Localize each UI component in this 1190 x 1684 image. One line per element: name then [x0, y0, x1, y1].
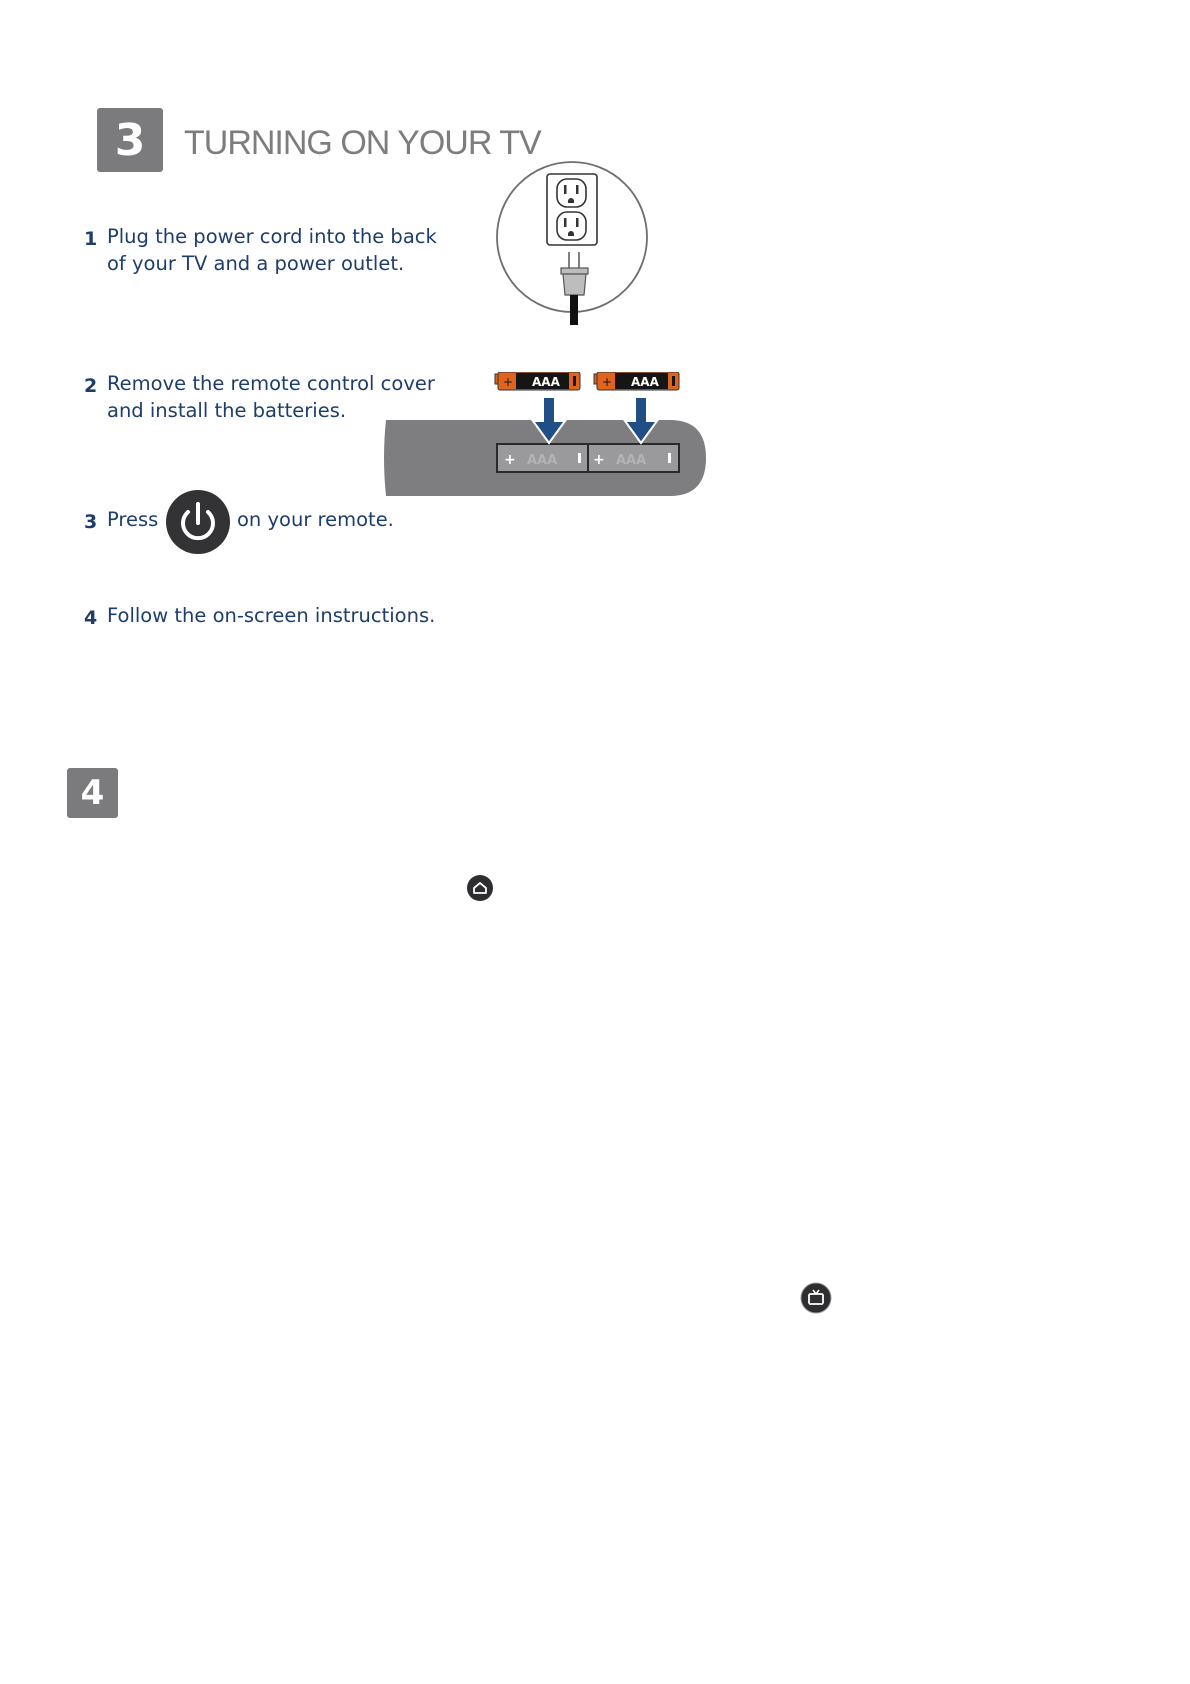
step-3-number: 3 — [84, 511, 98, 533]
home-icon — [466, 874, 494, 902]
battery-2-plus: + — [602, 375, 613, 389]
section-4-badge: 4 — [67, 768, 118, 818]
compartment-label-2: AAA — [616, 453, 647, 468]
tv-icon — [800, 1282, 832, 1314]
step-4-text: Follow the on-screen instructions. — [107, 604, 436, 627]
step-1-number: 1 — [84, 228, 98, 250]
battery-2-label: AAA — [631, 375, 659, 389]
power-icon — [166, 490, 230, 554]
battery-1-label: AAA — [532, 375, 560, 389]
step-4-number: 4 — [84, 607, 98, 629]
compartment-label-1: AAA — [527, 453, 558, 468]
compartment-plus-2: + — [593, 452, 605, 468]
power-outlet-illustration — [494, 160, 654, 334]
step-1-line-2: of your TV and a power outlet. — [107, 252, 405, 275]
step-2-text — [107, 370, 435, 424]
section-3-badge: 3 — [97, 108, 163, 172]
step-3-text-before: Press — [107, 508, 159, 531]
battery-1-plus: + — [503, 375, 514, 389]
step-3-text-after: on your remote. — [237, 508, 394, 531]
step-1-line-1: Plug the power cord into the back — [107, 225, 437, 248]
step-1-text — [107, 223, 437, 277]
section-3-title: TURNING ON YOUR TV — [184, 124, 541, 162]
compartment-plus-1: + — [504, 452, 516, 468]
step-2-line-2: and install the batteries. — [107, 399, 347, 422]
step-2-line-1: Remove the remote control cover — [107, 372, 435, 395]
step-2-number: 2 — [84, 375, 98, 397]
